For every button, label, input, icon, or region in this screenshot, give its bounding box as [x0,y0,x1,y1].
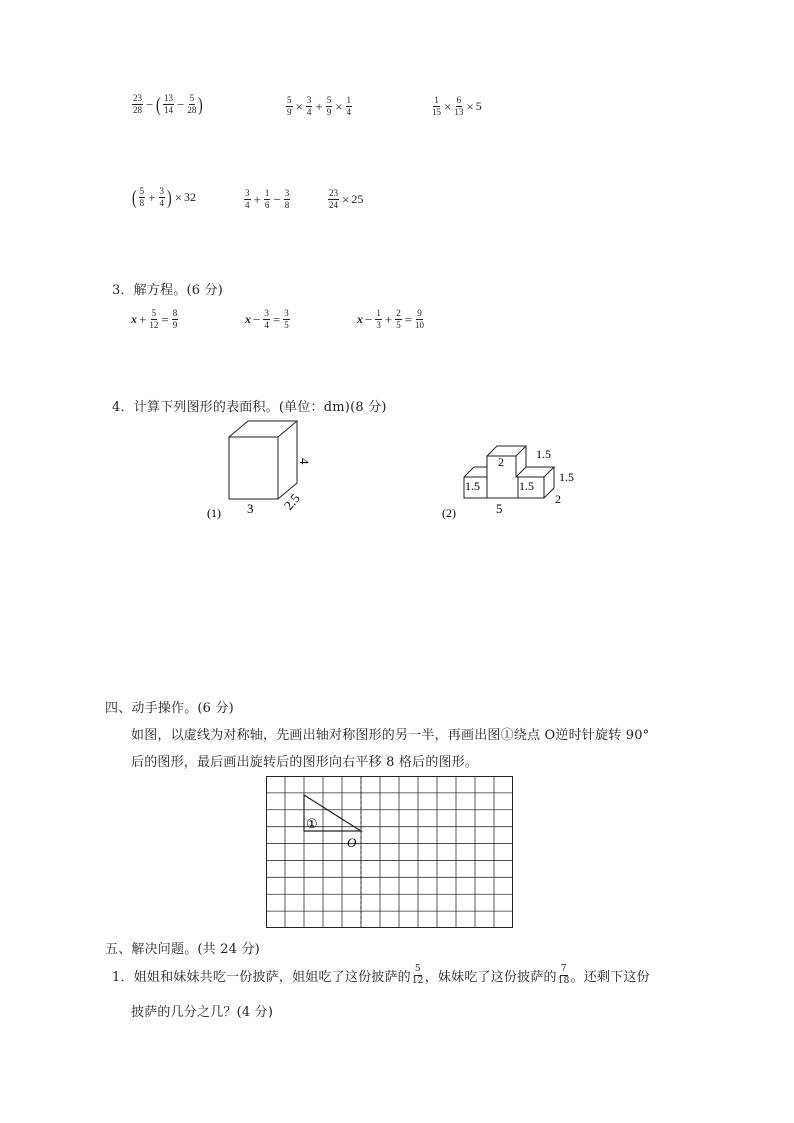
operator: × [335,98,343,114]
numerator: 5 [139,186,145,196]
fraction-sister [412,965,424,986]
operator: − [273,191,281,207]
denominator: 5 [396,320,401,330]
integer: 32 [184,190,197,204]
right-top-depth [526,467,554,477]
expr-2-3 [327,189,363,210]
denominator: 9 [172,320,178,330]
left-width-label: 1.5 [465,479,480,493]
figure-2-label: (2) [442,506,456,520]
numerator: 5 [151,308,157,318]
shape-label: ① [306,816,318,831]
grid-border [267,777,513,928]
operator: × [174,189,183,205]
operator: × [466,98,474,114]
equals: = [272,311,281,327]
q3-title: 3．解方程。(6 分) [112,283,224,298]
numerator: 8 [172,308,178,318]
denominator: 18 [557,976,570,986]
grid-figure [266,776,514,929]
operator: × [295,98,303,114]
variable-x: x [131,312,137,326]
equals: = [404,311,413,327]
operator: + [148,189,156,205]
denominator: 28 [187,105,197,115]
variable-x: x [245,312,251,326]
denominator: 28 [133,105,142,115]
top-width-label: 2 [498,455,504,469]
section-4-line-2: 后的图形，最后画出旋转后的图形向右平移 8 格后的图形。 [131,755,479,770]
section-5-title: 五、解决问题。(共 24 分) [105,942,260,957]
figure-1-label: (1) [207,506,221,520]
depth-label: 2.5 [280,490,303,513]
integer: 25 [351,192,364,206]
expr-2-2 [243,189,291,210]
top-height-label: 1.5 [536,447,551,461]
numerator: 1 [376,308,381,318]
integer: 5 [475,99,482,113]
denominator: 9 [326,107,332,117]
numerator: 3 [264,308,269,318]
operator: + [315,98,323,114]
numerator: 23 [133,93,142,103]
denominator: 24 [329,200,338,210]
q1-text-pre: 1．姐姐和妹妹共吃一份披萨，姐姐吃了这份披萨的 [112,970,411,985]
denominator: 4 [159,198,165,208]
equation-1 [131,309,179,330]
operator: − [365,311,373,327]
q1-line-1 [112,965,650,986]
operator: + [139,311,147,327]
denominator: 4 [264,320,269,330]
section-4-title: 四、动手操作。(6 分) [105,701,234,716]
q4-title: 4．计算下列图形的表面积。(单位：dm)(8 分) [112,400,387,415]
expr-1-1 [131,94,204,115]
denominator: 8 [284,200,290,210]
expr-1-3 [431,96,482,117]
denominator: 6 [264,200,270,210]
length-label: 5 [496,501,503,516]
denominator: 12 [149,320,159,330]
right-paren: ) [167,186,172,209]
left-top-depth [464,467,487,477]
equation-3 [357,309,425,330]
grid-lines [266,776,513,928]
top-face [229,421,297,437]
numerator: 7 [560,964,567,974]
width-label: 3 [247,501,254,516]
operator: − [146,96,154,112]
numerator: 3 [306,95,312,105]
denominator: 5 [284,320,289,330]
denominator: 3 [376,320,381,330]
cuboid-figure [200,415,330,525]
denominator: 8 [139,198,145,208]
operator: × [342,191,350,207]
numerator: 3 [284,308,289,318]
operator: + [253,191,261,207]
right-paren: ) [198,93,204,116]
equals: = [161,311,169,327]
numerator: 5 [326,95,332,105]
denominator: 4 [306,107,312,117]
numerator: 3 [159,186,165,196]
denominator: 4 [346,107,352,117]
operator: + [384,311,393,327]
section-4-line-1: 如图，以虚线为对称轴，先画出轴对称图形的另一半，再画出图①绕点 O逆时针旋转 90° [131,728,650,743]
left-paren: ( [156,93,162,116]
stepped-solid-figure [438,440,588,525]
numerator: 1 [346,95,352,105]
right-height-label: 1.5 [559,470,574,484]
side-face [278,421,297,499]
numerator: 5 [189,93,195,103]
numerator: 5 [287,95,292,105]
center-top-depth [487,446,526,456]
operator: − [177,96,185,112]
denominator: 9 [287,107,292,117]
expr-1-2 [285,96,353,117]
height-label: 4 [297,458,312,465]
q1-text-mid: ，妹妹吃了这份披萨的 [424,970,557,985]
numerator: 2 [396,308,401,318]
numerator: 6 [456,95,462,105]
numerator: 1 [434,95,439,105]
denominator: 10 [415,320,425,330]
left-paren: ( [132,186,137,209]
equation-2 [245,309,291,330]
numerator: 3 [284,188,290,198]
front-face [229,437,278,499]
denominator: 12 [411,976,424,986]
numerator: 1 [264,188,270,198]
operator: − [253,311,261,327]
denominator: 15 [432,107,441,117]
point-o-label: O [347,835,357,850]
q1-line-2: 披萨的几分之几？(4 分) [131,1005,274,1020]
numerator: 23 [329,188,338,198]
depth-label: 2 [555,492,561,506]
fraction-younger-sister [558,965,570,986]
denominator: 13 [454,107,464,117]
numerator: 13 [164,93,174,103]
q1-text-post: 。还剩下这份 [570,970,650,985]
numerator: 3 [245,188,250,198]
denominator: 14 [164,105,174,115]
variable-x: x [357,312,363,326]
denominator: 4 [245,200,250,210]
expr-2-1 [131,187,196,208]
numerator: 9 [417,308,422,318]
numerator: 5 [414,964,421,974]
right-width-label: 1.5 [519,479,534,493]
operator: × [444,98,452,114]
